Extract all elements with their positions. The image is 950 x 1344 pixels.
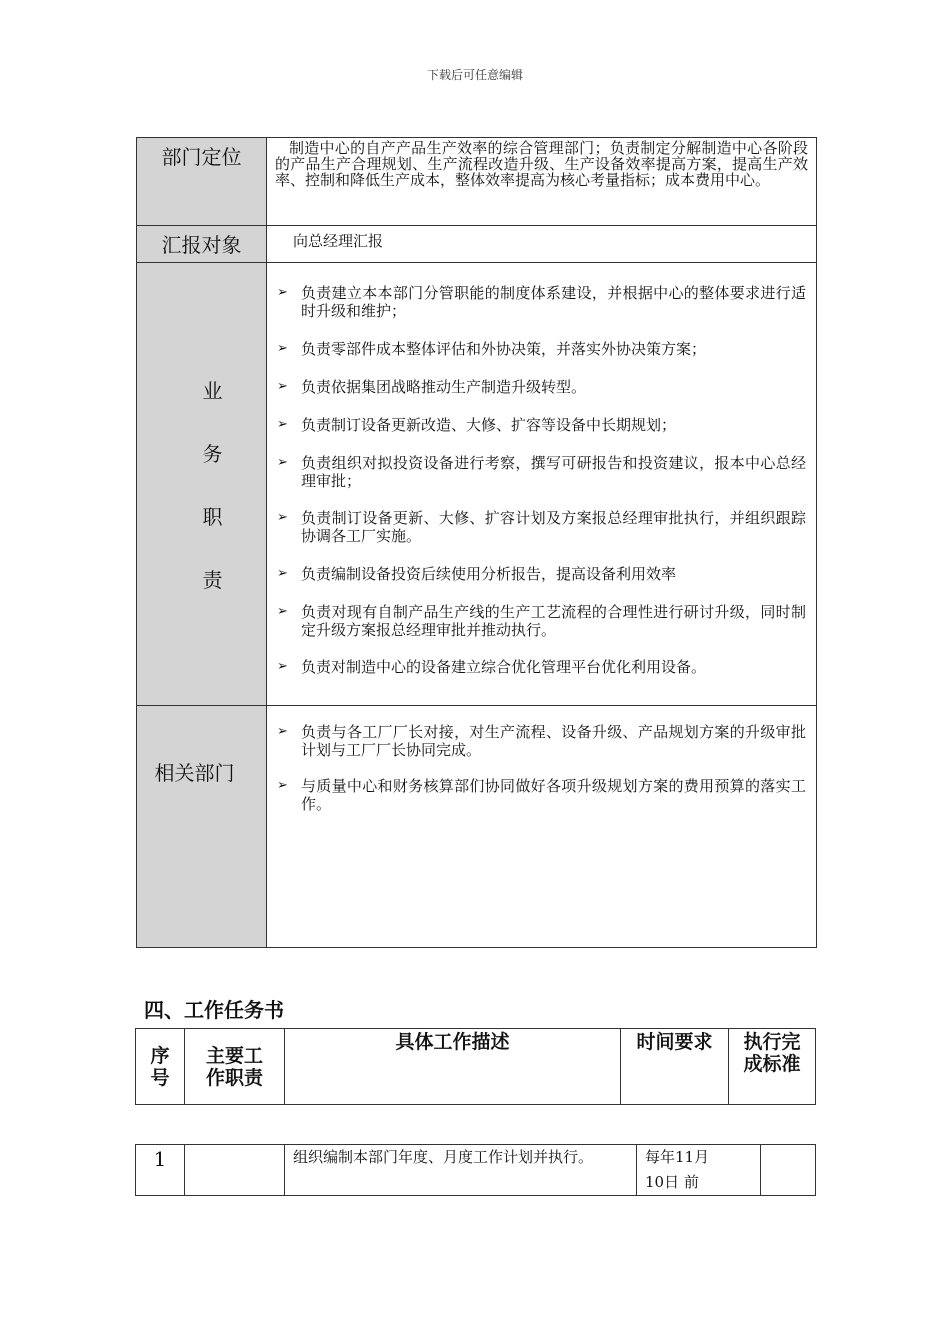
bullet-arrow-icon: ➢ — [277, 724, 288, 739]
related-list — [267, 706, 816, 813]
task-row — [136, 1145, 816, 1196]
report-label: 汇报对象 — [161, 233, 242, 257]
duty-item — [267, 378, 816, 396]
duty-text: 负责依据集团战略推动生产制造升级转型。 — [301, 378, 587, 396]
header-description — [285, 1029, 621, 1105]
duty-item — [267, 603, 816, 639]
task-main-duty — [185, 1145, 285, 1196]
task-standard — [761, 1145, 816, 1196]
positioning-label-cell — [137, 138, 267, 226]
related-content-cell — [267, 706, 817, 948]
header-main-duty-text: 主要工作职责 — [205, 1044, 263, 1089]
duty-item — [267, 454, 816, 490]
task-time — [637, 1145, 761, 1196]
duty-text: 负责组织对拟投资设备进行考察，撰写可研报告和投资建议，报本中心总经理审批； — [301, 454, 806, 490]
duty-text: 负责对制造中心的设备建立综合优化管理平台优化利用设备。 — [301, 658, 707, 676]
department-table — [136, 137, 817, 948]
task-header-row — [136, 1029, 816, 1105]
task-time-text: 每年11月10日 前 — [645, 1148, 710, 1191]
report-row — [137, 226, 817, 263]
bullet-arrow-icon: ➢ — [277, 566, 288, 581]
header-time — [621, 1029, 729, 1105]
bullet-arrow-icon: ➢ — [277, 455, 288, 470]
duty-text: 负责制订设备更新、大修、扩容计划及方案报总经理审批执行，并组织跟踪协调各工厂实施。 — [301, 509, 806, 545]
positioning-content-cell — [267, 138, 817, 226]
header-standard-text: 执行完成标准 — [743, 1031, 801, 1075]
related-text: 与质量中心和财务核算部们协同做好各项升级规划方案的费用预算的落实工作。 — [301, 777, 806, 813]
task-table — [135, 1144, 816, 1196]
header-time-text: 时间要求 — [636, 1031, 713, 1053]
related-label: 相关部门 — [154, 761, 235, 785]
duties-label-char: 务 — [202, 442, 223, 466]
duties-label-char: 职 — [202, 505, 223, 529]
positioning-label: 部门定位 — [161, 145, 242, 169]
duty-item — [267, 658, 816, 676]
report-text: 向总经理汇报 — [293, 232, 384, 250]
duties-row — [137, 263, 817, 706]
report-content-cell — [267, 226, 817, 263]
duty-item — [267, 340, 816, 358]
duty-text: 负责制订设备更新改造、大修、扩容等设备中长期规划； — [301, 416, 677, 434]
task-header-table — [135, 1028, 816, 1105]
bullet-arrow-icon: ➢ — [277, 341, 288, 356]
duty-text: 负责编制设备投资后续使用分析报告，提高设备利用效率 — [301, 565, 677, 583]
duties-label-char: 业 — [202, 379, 223, 403]
bullet-arrow-icon: ➢ — [277, 778, 288, 793]
related-label-cell — [137, 706, 267, 948]
header-note: 下载后可任意编辑 — [426, 68, 523, 82]
duty-text: 负责零部件成本整体评估和外协决策，并落实外协决策方案； — [301, 340, 707, 358]
duty-item — [267, 416, 816, 434]
bullet-arrow-icon: ➢ — [277, 604, 288, 619]
task-description: 组织编制本部门年度、月度工作计划并执行。 — [285, 1145, 637, 1196]
task-section-title: 四、工作任务书 — [144, 998, 284, 1022]
task-seq: 1 — [136, 1145, 185, 1196]
related-item — [267, 723, 816, 759]
header-seq-text: 序号 — [150, 1044, 170, 1089]
duty-item — [267, 509, 816, 545]
duties-label — [137, 375, 266, 593]
header-main-duty — [185, 1029, 285, 1105]
bullet-arrow-icon: ➢ — [277, 659, 288, 674]
related-row — [137, 706, 817, 948]
report-label-cell — [137, 226, 267, 263]
positioning-row — [137, 138, 817, 226]
duty-text: 负责建立本本部门分管职能的制度体系建设，并根据中心的整体要求进行适时升级和维护； — [301, 284, 806, 320]
duties-label-cell — [137, 263, 267, 706]
bullet-arrow-icon: ➢ — [277, 379, 288, 394]
positioning-text: 制造中心的自产产品生产效率的综合管理部门；负责制定分解制造中心各阶段的产品生产合理规划、生产流程改造升级、生产设备效率提高方案，提高生产效率、控制和降低生产成本，整体效率提高为核心考量指标；成本费用中心。 — [275, 139, 808, 189]
duty-item — [267, 565, 816, 583]
related-text: 负责与各工厂厂长对接，对生产流程、设备升级、产品规划方案的升级审批计划与工厂厂长协同完成。 — [301, 723, 806, 759]
bullet-arrow-icon: ➢ — [277, 285, 288, 300]
header-description-text: 具体工作描述 — [395, 1031, 510, 1053]
bullet-arrow-icon: ➢ — [277, 417, 288, 432]
header-standard — [729, 1029, 816, 1105]
duty-item — [267, 284, 816, 320]
duties-list — [267, 263, 816, 676]
duty-text: 负责对现有自制产品生产线的生产工艺流程的合理性进行研讨升级，同时制定升级方案报总经理审批并推动执行。 — [301, 603, 806, 639]
duties-label-char: 责 — [202, 568, 223, 592]
duties-content-cell — [267, 263, 817, 706]
header-seq — [136, 1029, 185, 1105]
bullet-arrow-icon: ➢ — [277, 510, 288, 525]
related-item — [267, 777, 816, 813]
